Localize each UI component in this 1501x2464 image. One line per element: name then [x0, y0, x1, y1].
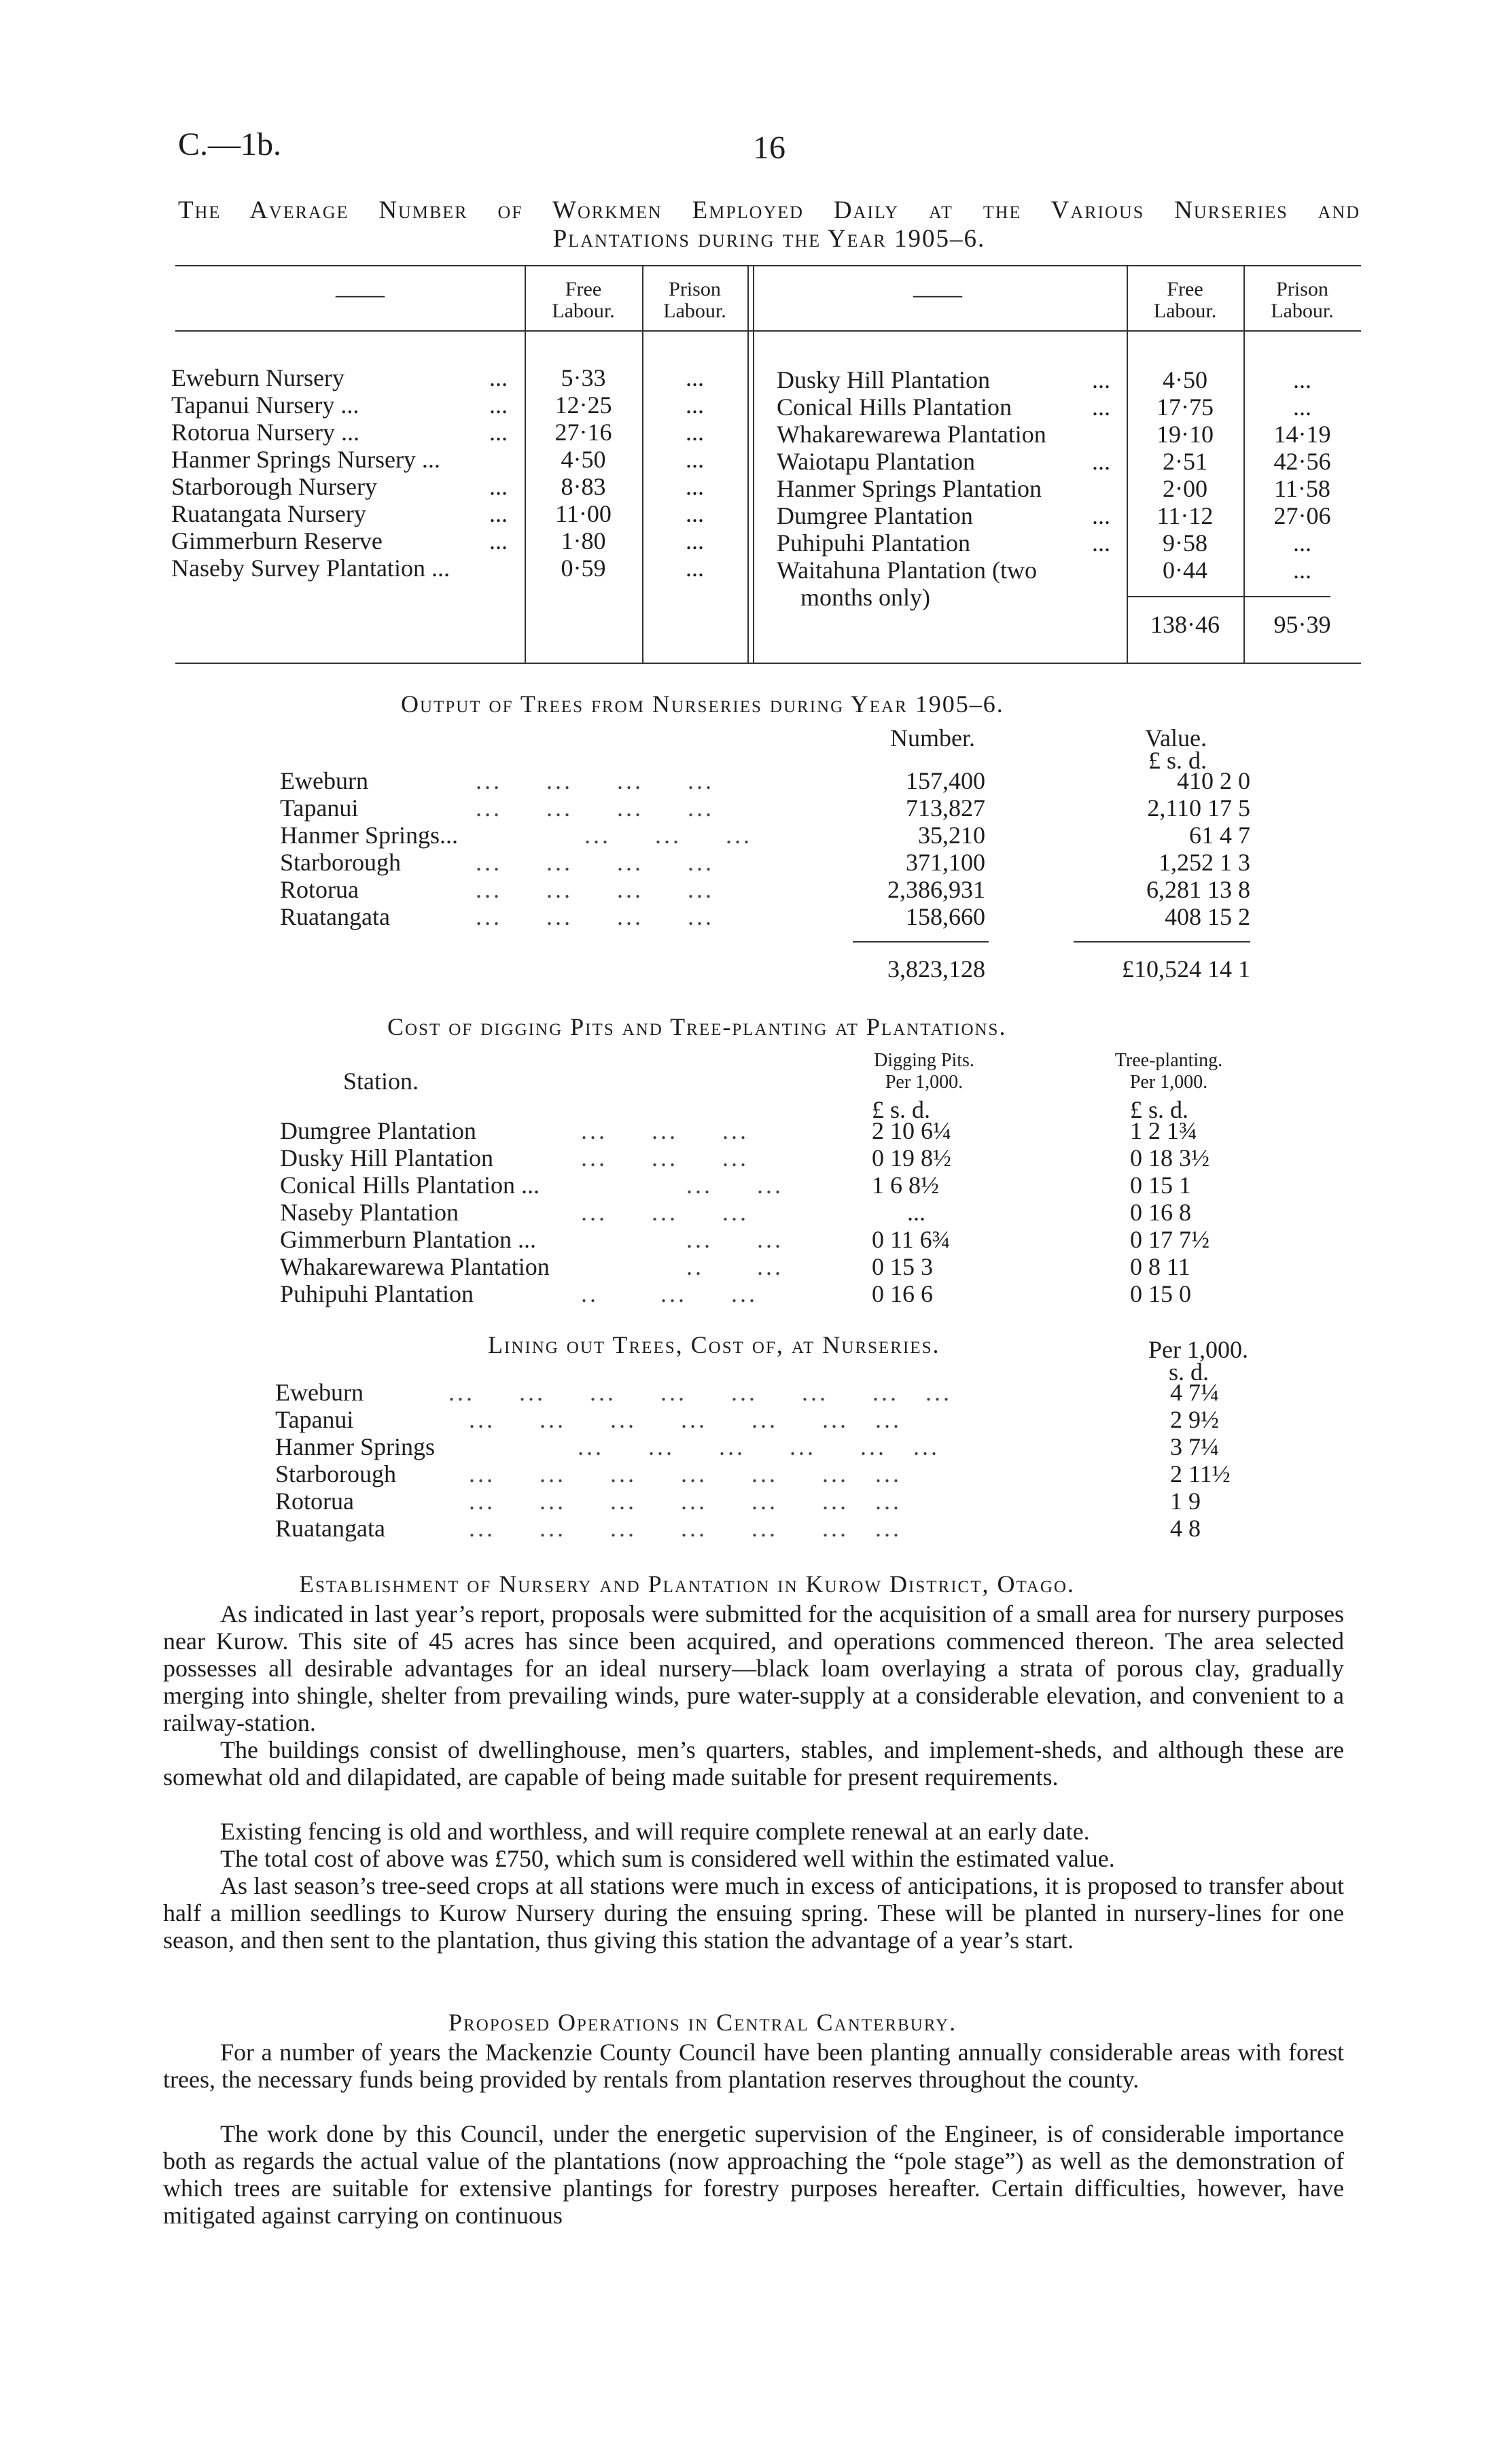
leader-dots: ... ... ... ...	[476, 849, 714, 876]
total-free-labour: 138·46	[1150, 611, 1220, 638]
free-labour-value: 0·59	[561, 555, 606, 582]
tree-value: 1,252 1 3	[1159, 849, 1250, 876]
leader-dots: ... ... ... ...	[476, 794, 714, 822]
leader-dots: ...	[1092, 502, 1110, 529]
nursery-name: Tapanui Nursery ...	[171, 391, 359, 419]
nursery-name: Starborough	[275, 1460, 396, 1488]
free-labour-value: 19·10	[1156, 421, 1214, 448]
free-labour-value: 1·80	[561, 527, 606, 555]
prison-labour-value: 42·56	[1273, 448, 1331, 475]
column-header-prison: Prison Labour.	[1271, 278, 1334, 322]
canterbury-section-title: Proposed Operations in Central Canterbury.	[448, 2009, 957, 2036]
output-table-title: Output of Trees from Nurseries during Year 1905–6.	[401, 690, 1004, 718]
lining-cost: 2 11½	[1170, 1460, 1231, 1488]
nursery-name: Eweburn	[275, 1379, 364, 1406]
station-name: Whakarewarewa Plantation	[280, 1253, 550, 1280]
free-labour-value: 17·75	[1156, 393, 1214, 421]
prison-labour-value: 14·19	[1273, 421, 1331, 448]
kurow-paragraph: Existing fencing is old and worthless, and will require complete renewal at an early date.	[220, 1818, 1090, 1845]
total-rule	[1074, 941, 1250, 943]
value-units: £ s. d.	[1148, 747, 1207, 774]
tree-count: 158,660	[906, 903, 985, 930]
kurow-paragraph: The buildings consist of dwellinghouse, men’s quarters, stables, and implement-sheds, and although these are somewhat old and dilapidated, are capable of being made suitable for present requirements.	[163, 1736, 1344, 1791]
leader-dots: ... ... ...	[581, 1117, 749, 1144]
col-divider	[753, 265, 754, 663]
kurow-paragraph: The total cost of above was £750, which sum is considered well within the estimated value.	[220, 1845, 1115, 1872]
leader-dots: ...	[489, 391, 508, 419]
leader-dots: ... ... ... ...	[476, 876, 714, 903]
cost-table-title: Cost of digging Pits and Tree-planting at Plantations.	[387, 1013, 1007, 1040]
nursery-name: Naseby Survey Plantation ...	[171, 555, 450, 582]
total-tree-count: 3,823,128	[887, 955, 985, 983]
canterbury-paragraph: For a number of years the Mackenzie County Council have been planting annually considerable areas with forest trees, the necessary funds being provided by rentals from plantation reserves throughout the county.	[163, 2039, 1344, 2093]
tree-value: 408 15 2	[1165, 903, 1250, 930]
nursery-name: Tapanui	[275, 1406, 354, 1433]
leader-dots: ... ... ...	[581, 1144, 749, 1172]
free-labour-value: 8·83	[561, 473, 606, 500]
leader-dots: .. ... ...	[581, 1280, 758, 1307]
leader-dots: .. ...	[686, 1253, 783, 1280]
prison-labour-value: ...	[686, 527, 704, 555]
prison-labour-value: ...	[1293, 366, 1311, 393]
prison-labour-value: ...	[686, 555, 704, 582]
nursery-name: Ruatangata	[275, 1515, 385, 1542]
nursery-name: Rotorua	[275, 1488, 354, 1515]
leader-dots: ... ... ... ...	[476, 903, 714, 930]
plantation-name: Hanmer Springs Plantation	[777, 475, 1042, 502]
total-rule	[853, 941, 989, 943]
leader-dots: ... ... ... ... ... ... ...	[469, 1406, 902, 1433]
digging-cost: 0 19 8½	[872, 1144, 951, 1172]
free-labour-value: 27·16	[554, 419, 612, 446]
nursery-name: Rotorua	[280, 876, 359, 903]
kurow-section-title: Establishment of Nursery and Plantation in Kurow District, Otago.	[299, 1570, 1075, 1598]
canterbury-paragraph: The work done by this Council, under the energetic supervision of the Engineer, is of considerable importance both as regards the actual value of the plantations (now approaching the “pole stage”) as well as the demonstration of which trees are suitable for extensive plantings for forestry purposes hereafter. Certain difficulties, however, have mitigated against carrying on continuous	[163, 2120, 1344, 2229]
column-header-number: Number.	[890, 724, 975, 752]
free-labour-value: 4·50	[561, 446, 606, 473]
column-header-prison: Prison Labour.	[663, 278, 726, 322]
tree-count: 157,400	[906, 767, 985, 794]
prison-labour-value: ...	[686, 500, 704, 527]
plantation-name: Puhipuhi Plantation	[777, 529, 971, 557]
lining-units: s. d.	[1169, 1358, 1209, 1386]
digging-units: £ s. d.	[872, 1096, 931, 1123]
leader-dots: ...	[1092, 366, 1110, 393]
planting-cost: 0 17 7½	[1130, 1226, 1209, 1253]
column-header-free: Free Labour.	[1153, 278, 1217, 322]
digging-cost: ...	[907, 1199, 925, 1226]
planting-units: £ s. d.	[1130, 1096, 1189, 1123]
prison-labour-value: ...	[686, 419, 704, 446]
kurow-paragraph: As indicated in last year’s report, proposals were submitted for the acquisition of a small area for nursery purposes near Kurow. This site of 45 acres has since been acquired, and operations commenced thereon. The area selected possesses all desirable advantages for an ideal nursery—black loam overlaying a strata of porous clay, gradually merging into shingle, shelter from prevailing winds, pure water-supply at a considerable elevation, and convenient to a railway-station.	[163, 1600, 1344, 1736]
prison-labour-value: ...	[686, 391, 704, 419]
station-name: Dusky Hill Plantation	[280, 1144, 493, 1172]
free-labour-value: 0·44	[1163, 557, 1207, 584]
station-name: Dumgree Plantation	[280, 1117, 476, 1144]
tree-value: 410 2 0	[1177, 767, 1250, 794]
lining-cost: 4 7¼	[1170, 1379, 1219, 1406]
nursery-name: Hanmer Springs Nursery ...	[171, 446, 440, 473]
prison-labour-value: ...	[1293, 557, 1311, 584]
leader-dots: ...	[1092, 393, 1110, 421]
column-header-planting: Tree-planting. Per 1,000.	[1114, 1050, 1223, 1093]
prison-labour-value: 11·58	[1274, 475, 1330, 502]
leader-dots: ... ... ... ...	[476, 767, 714, 794]
workmen-table-title-line2: Plantations during the Year 1905–6.	[552, 225, 986, 253]
prison-labour-value: ...	[686, 473, 704, 500]
table-rule-top	[175, 265, 1361, 266]
column-header-dash: ——	[336, 281, 385, 308]
planting-cost: 1 2 1¾	[1130, 1117, 1197, 1144]
page-number: 16	[753, 130, 785, 166]
plantation-name: Waiotapu Plantation	[777, 448, 976, 475]
prison-labour-value: ...	[686, 446, 704, 473]
digging-cost: 0 15 3	[872, 1253, 933, 1280]
plantation-name: Dusky Hill Plantation	[777, 366, 990, 393]
nursery-name: Rotorua Nursery ...	[171, 419, 359, 446]
tree-count: 371,100	[906, 849, 985, 876]
leader-dots: ... ... ... ... ... ... ... ...	[448, 1379, 952, 1406]
total-prison-labour: 95·39	[1273, 611, 1331, 638]
column-header-station: Station.	[343, 1068, 419, 1095]
col-divider	[747, 265, 749, 663]
column-header-per-thousand: Per 1,000.	[1148, 1336, 1248, 1363]
planting-cost: 0 15 1	[1130, 1172, 1191, 1199]
nursery-name: Tapanui	[280, 794, 359, 822]
nursery-name: Eweburn Nursery	[171, 364, 345, 391]
leader-dots: ...	[489, 364, 508, 391]
leader-dots: ...	[489, 473, 508, 500]
column-header-value: Value.	[1145, 724, 1207, 752]
tree-count: 35,210	[918, 822, 985, 849]
planting-cost: 0 16 8	[1130, 1199, 1191, 1226]
table-rule-header	[175, 330, 1361, 332]
leader-dots: ... ... ...	[584, 822, 752, 849]
leader-dots: ...	[489, 527, 508, 555]
nursery-name: Hanmer Springs...	[280, 822, 458, 849]
leader-dots: ...	[489, 419, 508, 446]
free-labour-value: 9·58	[1163, 529, 1207, 557]
free-labour-value: 2·51	[1163, 448, 1207, 475]
leader-dots: ... ...	[686, 1226, 783, 1253]
tree-value: 2,110 17 5	[1147, 794, 1250, 822]
kurow-paragraph: As last season’s tree-seed crops at all stations were much in excess of anticipations, it is proposed to transfer about half a million seedlings to Kurow Nursery during the ensuing spring. These will be planted in nursery-lines for one season, and then sent to the plantation, thus giving this station the advantage of a year’s start.	[163, 1872, 1344, 1954]
plantation-name-continuation: months only)	[800, 584, 931, 611]
lining-table-title: Lining out Trees, Cost of, at Nurseries.	[488, 1331, 940, 1358]
station-name: Gimmerburn Plantation ...	[280, 1226, 536, 1253]
lining-cost: 1 9	[1170, 1488, 1201, 1515]
nursery-name: Starborough Nursery	[171, 473, 377, 500]
table-rule-bottom	[175, 663, 1361, 664]
leader-dots: ...	[489, 500, 508, 527]
station-name: Conical Hills Plantation ...	[280, 1172, 540, 1199]
plantation-name: Dumgree Plantation	[777, 502, 973, 529]
planting-cost: 0 18 3½	[1130, 1144, 1209, 1172]
leader-dots: ...	[1092, 448, 1110, 475]
plantation-name: Conical Hills Plantation	[777, 393, 1012, 421]
nursery-name: Starborough	[280, 849, 401, 876]
leader-dots: ... ... ...	[581, 1199, 749, 1226]
plantation-name: Whakarewarewa Plantation	[777, 421, 1046, 448]
leader-dots: ... ... ... ... ... ...	[578, 1433, 940, 1460]
leader-dots: ...	[1092, 529, 1110, 557]
free-labour-value: 4·50	[1163, 366, 1207, 393]
tree-value: 6,281 13 8	[1146, 876, 1250, 903]
lining-cost: 2 9½	[1170, 1406, 1219, 1433]
planting-cost: 0 15 0	[1130, 1280, 1191, 1307]
station-name: Puhipuhi Plantation	[280, 1280, 474, 1307]
prison-labour-value: 27·06	[1273, 502, 1331, 529]
leader-dots: ... ...	[686, 1172, 783, 1199]
total-tree-value: £10,524 14 1	[1122, 955, 1250, 983]
plantation-name: Waitahuna Plantation (two	[777, 557, 1038, 584]
nursery-name: Ruatangata	[280, 903, 390, 930]
leader-dots: ... ... ... ... ... ... ...	[469, 1488, 902, 1515]
free-labour-value: 2·00	[1163, 475, 1207, 502]
digging-cost: 2 10 6¼	[872, 1117, 951, 1144]
nursery-name: Gimmerburn Reserve	[171, 527, 383, 555]
total-rule	[1127, 596, 1330, 597]
planting-cost: 0 8 11	[1130, 1253, 1190, 1280]
station-name: Naseby Plantation	[280, 1199, 459, 1226]
column-header-dash: ——	[913, 281, 962, 308]
column-header-free: Free Labour.	[552, 278, 615, 322]
tree-count: 713,827	[906, 794, 985, 822]
tree-count: 2,386,931	[887, 876, 985, 903]
prison-labour-value: ...	[1293, 393, 1311, 421]
nursery-name: Eweburn	[280, 767, 368, 794]
nursery-name: Ruatangata Nursery	[171, 500, 366, 527]
workmen-table-title: The Average Number of Workmen Employed Daily at the Various Nurseries and	[178, 196, 1360, 224]
leader-dots: ... ... ... ... ... ... ...	[469, 1460, 902, 1488]
leader-dots: ... ... ... ... ... ... ...	[469, 1515, 902, 1542]
free-labour-value: 11·12	[1156, 502, 1214, 529]
lining-cost: 3 7¼	[1170, 1433, 1219, 1460]
free-labour-value: 5·33	[561, 364, 606, 391]
document-reference: C.—1b.	[178, 126, 282, 162]
column-header-digging: Digging Pits. Per 1,000.	[874, 1050, 974, 1093]
free-labour-value: 11·00	[555, 500, 612, 527]
tree-value: 61 4 7	[1189, 822, 1250, 849]
digging-cost: 0 16 6	[872, 1280, 933, 1307]
prison-labour-value: ...	[686, 364, 704, 391]
free-labour-value: 12·25	[554, 391, 612, 419]
lining-cost: 4 8	[1170, 1515, 1201, 1542]
prison-labour-value: ...	[1293, 529, 1311, 557]
nursery-name: Hanmer Springs	[275, 1433, 435, 1460]
digging-cost: 1 6 8½	[872, 1172, 939, 1199]
digging-cost: 0 11 6¾	[872, 1226, 951, 1253]
